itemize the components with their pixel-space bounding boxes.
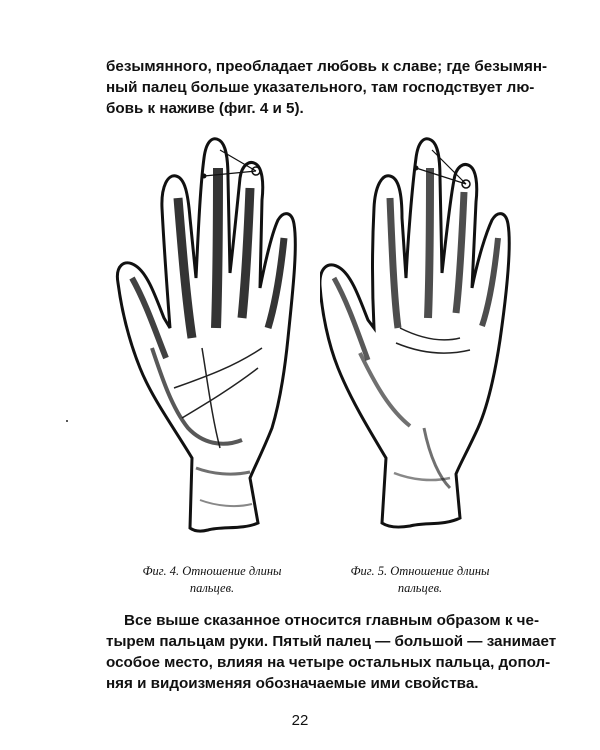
caption-line: Фиг. 4. Отношение длины [142,564,282,578]
page-number: 22 [291,712,309,729]
caption-line: пальцев. [397,581,443,595]
text-line: безымянного, преобладает любовь к славе; где безымян- [106,58,548,75]
caption-line: Фиг. 5. Отношение длины [350,564,490,578]
top-paragraph [106,56,548,119]
text-line: тырем пальцам руки. Пятый палец — большой — занимает [106,633,557,650]
print-speck [66,420,68,422]
text-line: Все выше сказанное относится главным образом к че- [124,612,540,629]
text-line: бовь к наживе (фиг. 4 и 5). [106,100,304,117]
figure-4-hand-illustration [112,128,312,533]
text-line: ный палец больше указательного, там господствует лю- [106,79,535,96]
hand-palm-icon [112,128,312,533]
bottom-paragraph [106,610,557,694]
text-line: няя и видоизменяя обозначаемые ими свойства. [106,675,479,692]
figure-5-hand-illustration [320,128,520,533]
figure-5-caption [320,563,520,597]
caption-line: пальцев. [189,581,235,595]
text-line: особое место, влияя на четыре остальных пальца, допол- [106,654,551,671]
hand-palm-icon [320,128,520,533]
figure-4-caption [112,563,312,597]
